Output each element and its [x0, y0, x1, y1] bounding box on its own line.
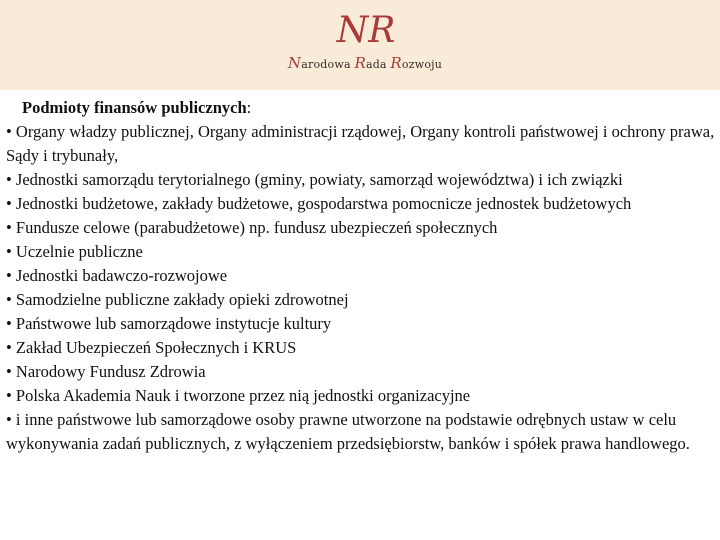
bullet-glyph: •	[6, 194, 12, 213]
list-item-text: Organy władzy publicznej, Organy administracji rządowej, Organy kontroli państwowej i ochrony prawa, Sądy i trybunały,	[6, 122, 715, 165]
list-item-text: Państwowe lub samorządowe instytucje kultury	[15, 314, 332, 333]
list-item	[6, 192, 716, 216]
logo-monogram-text: NR	[336, 10, 396, 50]
nrr-monogram-logo	[336, 6, 396, 50]
bullet-list	[6, 120, 716, 456]
slide-title-suffix: :	[246, 98, 252, 117]
list-item-text: Narodowy Fundusz Zdrowia	[15, 362, 206, 381]
bullet-glyph: •	[6, 122, 12, 141]
list-item	[6, 240, 716, 264]
logo-organization-name	[270, 54, 460, 76]
list-item	[6, 288, 716, 312]
list-item	[6, 168, 716, 192]
slide-content	[6, 96, 716, 456]
logo-rest-1: arodowa	[301, 58, 355, 71]
list-item	[6, 408, 716, 456]
list-item	[6, 312, 716, 336]
list-item-text: Samodzielne publiczne zakłady opieki zdrowotnej	[15, 290, 349, 309]
bullet-glyph: •	[6, 386, 12, 405]
logo-cap-1: N	[287, 54, 302, 72]
list-item-text: Fundusze celowe (parabudżetowe) np. fundusz ubezpieczeń społecznych	[15, 218, 498, 237]
list-item	[6, 384, 716, 408]
list-item-text: Polska Akademia Nauk i tworzone przez nią jednostki organizacyjne	[15, 386, 471, 405]
list-item-text: Uczelnie publiczne	[15, 242, 143, 261]
list-item	[6, 120, 716, 168]
list-item-text: Zakład Ubezpieczeń Społecznych i KRUS	[15, 338, 297, 357]
logo-cap-3: R	[390, 54, 402, 72]
list-item	[6, 336, 716, 360]
bullet-glyph: •	[6, 218, 12, 237]
slide-title: Podmioty finansów publicznych	[22, 98, 247, 117]
header-band	[0, 0, 720, 90]
list-item-text: Jednostki samorządu terytorialnego (gminy, powiaty, samorząd województwa) i ich związki	[15, 170, 623, 189]
list-item-text: i inne państwowe lub samorządowe osoby prawne utworzone na podstawie odrębnych ustaw w celu wykonywania zadań publicznych, z wyłączeniem przedsiębiorstw, banków i spółek prawa handlowego.	[6, 410, 690, 453]
list-item-text: Jednostki budżetowe, zakłady budżetowe, gospodarstwa pomocnicze jednostek budżetowych	[15, 194, 632, 213]
bullet-glyph: •	[6, 290, 12, 309]
bullet-glyph: •	[6, 362, 12, 381]
list-item	[6, 360, 716, 384]
list-item-text: Jednostki badawczo-rozwojowe	[15, 266, 228, 285]
slide-title-line	[6, 96, 716, 120]
logo-rest-2: ada	[365, 58, 391, 71]
bullet-glyph: •	[6, 338, 12, 357]
logo-cap-2: R	[354, 54, 366, 72]
bullet-glyph: •	[6, 410, 12, 429]
list-item	[6, 216, 716, 240]
bullet-glyph: •	[6, 242, 12, 261]
bullet-glyph: •	[6, 266, 12, 285]
bullet-glyph: •	[6, 170, 12, 189]
list-item	[6, 264, 716, 288]
logo-rest-3: ozwoju	[401, 58, 443, 71]
bullet-glyph: •	[6, 314, 12, 333]
